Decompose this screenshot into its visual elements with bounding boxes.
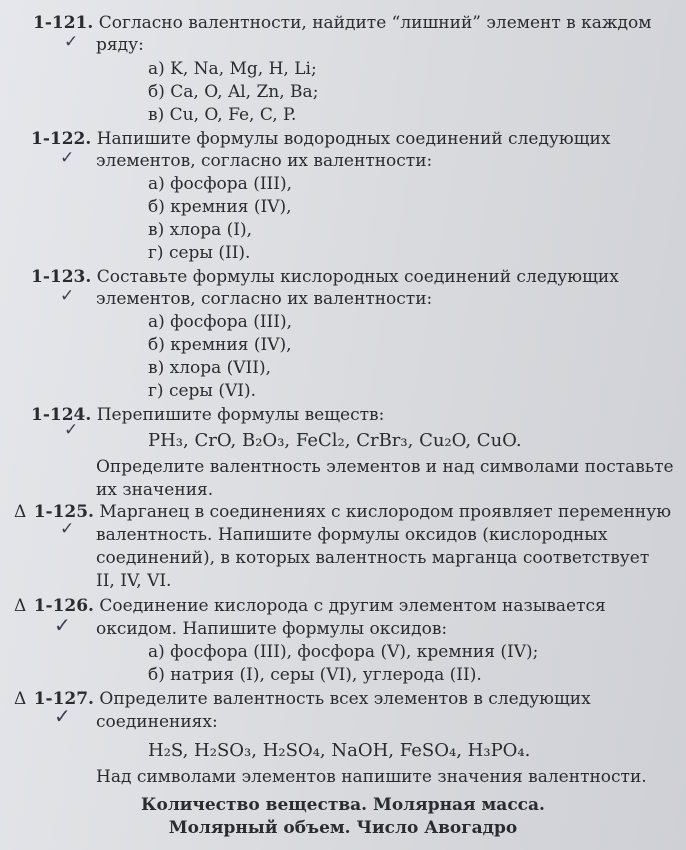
problem-number: 1-124. [31, 405, 92, 425]
problem-1-123-item-a: а) фосфора (III), [148, 312, 293, 332]
problem-1-121-line-1: 1-121. Согласно валентности, найдите “лишний” элемент в каждом [33, 13, 652, 33]
problem-1-127-formula: H₂S, H₂SO₃, H₂SO₄, NaOH, FeSO₄, H₃PO₄. [148, 740, 531, 761]
check-mark-icon: ✓ [60, 519, 75, 539]
problem-1-124-line-1: 1-124. Перепишите формулы веществ: [31, 405, 385, 425]
problem-1-123-line-1: 1-123. Составьте формулы кислородных соединений следующих [31, 267, 619, 287]
section-heading-line-2: Молярный объем. Число Авогадро [168, 818, 518, 838]
problem-number: 1-125. [33, 502, 94, 522]
problem-1-125-line-4: II, IV, VI. [96, 571, 172, 591]
problem-1-122-line-1: 1-122. Напишите формулы водородных соединений следующих [31, 129, 611, 149]
triangle-icon: Δ [14, 502, 27, 522]
problem-1-122-item-b: б) кремния (IV), [148, 197, 292, 217]
problem-number: 1-123. [31, 267, 92, 287]
problem-number: 1-127. [33, 689, 94, 709]
triangle-icon: Δ [14, 689, 27, 709]
problem-number: 1-121. [33, 13, 94, 33]
problem-1-127-after-1: Над символами элементов напишите значения валентности. [96, 767, 647, 787]
problem-1-126-item-b: б) натрия (I), серы (VI), углерода (II). [148, 665, 482, 685]
problem-1-124-formula: PH₃, CrO, B₂O₃, FeCl₂, CrBr₃, Cu₂O, CuO. [148, 430, 522, 451]
problem-1-121-item-b: б) Ca, O, Al, Zn, Ba; [148, 82, 319, 102]
problem-1-123-item-c: в) хлора (VII), [148, 358, 272, 378]
problem-1-125-line-1: Δ 1-125. Марганец в соединениях с кислородом проявляет переменную [14, 502, 672, 522]
problem-1-126-item-a: а) фосфора (III), фосфора (V), кремния (IV); [148, 642, 539, 662]
problem-1-126-line-1: Δ 1-126. Соединение кислорода с другим элементом называется [14, 596, 606, 616]
problem-1-121-line-2: ряду: [96, 35, 144, 55]
problem-1-122-item-c: в) хлора (I), [148, 220, 253, 240]
check-mark-icon: ✓ [64, 32, 79, 52]
problem-1-123-item-b: б) кремния (IV), [148, 335, 292, 355]
problem-1-122-line-2: элементов, согласно их валентности: [96, 151, 433, 171]
problem-1-127-line-2: соединениях: [96, 712, 218, 732]
problem-1-124-after-1: Определите валентность элементов и над символами поставьте [96, 457, 674, 477]
problem-1-122-item-a: а) фосфора (III), [148, 174, 293, 194]
problem-1-126-line-2: оксидом. Напишите формулы оксидов: [96, 619, 448, 639]
problem-1-121-item-c: в) Cu, O, Fe, C, P. [148, 105, 297, 125]
section-heading-line-1: Количество вещества. Молярная масса. [141, 795, 545, 815]
triangle-icon: Δ [14, 596, 27, 616]
check-mark-icon: ✓ [60, 148, 75, 168]
problem-1-125-line-3: соединений), в которых валентность марганца соответствует [96, 548, 650, 568]
check-mark-icon: ✓ [54, 704, 71, 728]
check-mark-icon: ✓ [60, 286, 75, 306]
problem-1-121-item-a: а) K, Na, Mg, H, Li; [148, 59, 317, 79]
problem-1-127-line-1: Δ 1-127. Определите валентность всех элементов в следующих [14, 689, 591, 709]
problem-1-124-after-2: их значения. [96, 480, 214, 500]
check-mark-icon: ✓ [64, 420, 79, 440]
problem-number: 1-126. [33, 596, 94, 616]
problem-1-125-line-2: валентность. Напишите формулы оксидов (кислородных [96, 525, 608, 545]
problem-number: 1-122. [31, 129, 92, 149]
problem-1-123-item-d: г) серы (VI). [148, 381, 257, 401]
problem-1-122-item-d: г) серы (II). [148, 243, 251, 263]
problem-1-123-line-2: элементов, согласно их валентности: [96, 289, 433, 309]
check-mark-icon: ✓ [54, 613, 71, 637]
